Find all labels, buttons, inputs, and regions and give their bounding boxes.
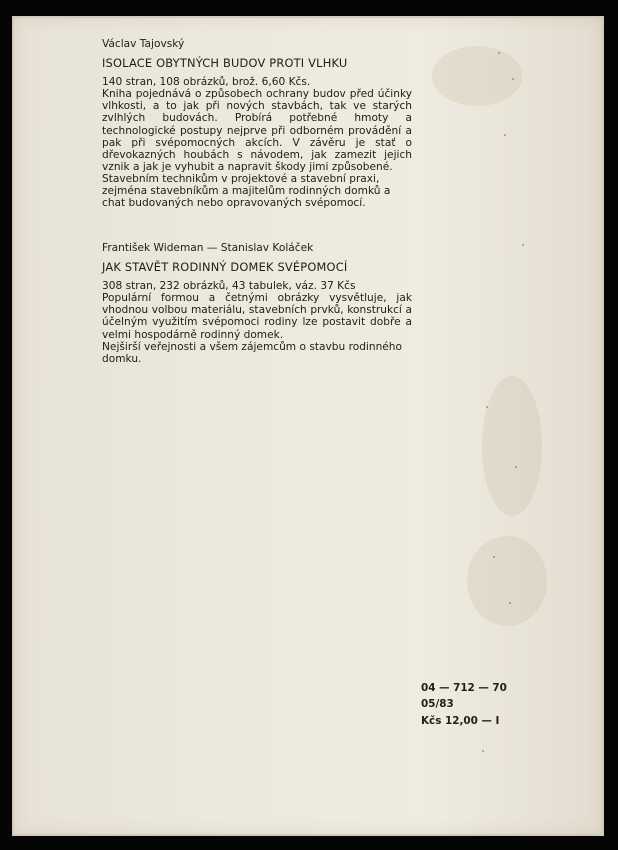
paper-speck (482, 750, 484, 752)
catalog-info (421, 680, 521, 729)
book-1-audience: Stavebním technikům v projektové a stavební praxi, zejména stavebníkům a majitelům rodinných domků a chat budovaných nebo opravovaných svépomocí. (102, 172, 391, 210)
book-2-meta: 308 stran, 232 obrázků, 43 tabulek, váz. 37 Kčs (102, 280, 356, 293)
book-2-title: JAK STAVĚT RODINNÝ DOMEK SVÉPOMOCÍ (102, 260, 348, 275)
paper-stain (482, 376, 542, 516)
paper-speck (486, 406, 488, 408)
book-entry-isolace (102, 38, 412, 209)
book-1-author: Václav Tajovský (102, 38, 185, 50)
paper-speck (509, 602, 511, 604)
book-2-description: Populární formou a četnými obrázky vysvětluje, jak vhodnou volbou materiálu, stavebních prvků, konstrukcí a účelným využitím svépomoci rodiny lze postavit dobře a velmi hospodárně rodinný domek. (102, 292, 412, 341)
paper-speck (493, 556, 495, 558)
catalog-price: Kčs 12,00 — I (421, 714, 500, 727)
book-back-cover (12, 16, 604, 836)
book-1-meta: 140 stran, 108 obrázků, brož. 6,60 Kčs. (102, 76, 311, 89)
paper-speck (522, 244, 524, 246)
paper-speck (498, 52, 500, 54)
book-2-audience: Nejširší veřejnosti a všem zájemcům o stavbu rodinného domku. (102, 340, 402, 365)
book-2-authors: František Wideman — Stanislav Koláček (102, 242, 314, 254)
book-1-title: ISOLACE OBYTNÝCH BUDOV PROTI VLHKU (102, 56, 348, 71)
paper-speck (504, 134, 506, 136)
book-entry-rodinny-domek (102, 242, 412, 365)
paper-stain (432, 46, 522, 106)
catalog-issue: 05/83 (421, 698, 454, 711)
paper-stain (467, 536, 547, 626)
book-1-description: Kniha pojednává o způsobech ochrany budov před účinky vlhkosti, a to jak při nových stavbách, tak ve starých zvlhlých budovách. Probírá potřebné hmoty a technologické postupy nejprve při odborném provádění a pak při svépomocných akcích. V závěru je stať o dřevokazných houbách s návodem, jak zamezit jejich vznik a jak je vyhubit a napravit škody jimi způsobené. (102, 88, 412, 173)
paper-speck (515, 466, 517, 468)
catalog-code: 04 — 712 — 70 (421, 682, 507, 694)
paper-speck (512, 78, 514, 80)
